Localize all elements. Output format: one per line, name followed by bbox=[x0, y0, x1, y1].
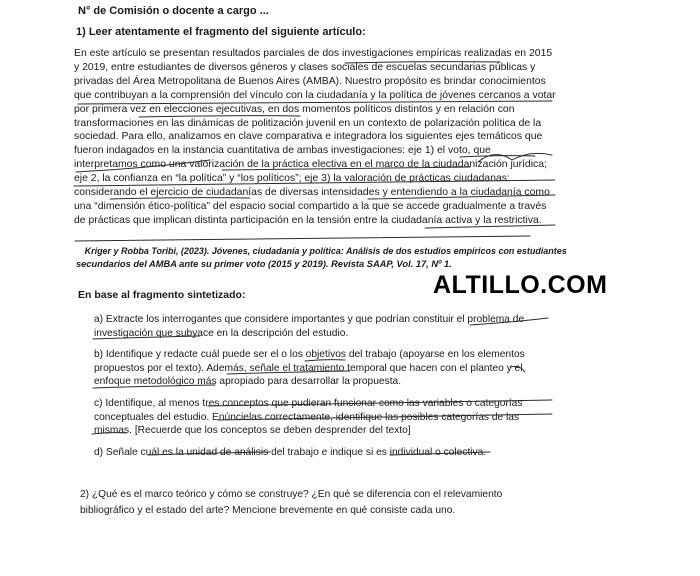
altillo-watermark: ALTILLO.COM bbox=[433, 271, 608, 299]
fragment-line: sociedad. Para ello, analizamos en clave comparativa e integradora los siguientes ejes temáticos que bbox=[74, 130, 543, 143]
citation-line: Kriger y Robba Toribi, (2023). Jóvenes, ciudadanía y política: Análisis de dos estudios empíricos con estudiantes bbox=[84, 245, 567, 256]
fragment-line: En este artículo se presentan resultados parciales de dos investigaciones empíricas realizadas en 2015 bbox=[74, 47, 553, 59]
fragment-line: por primera vez en elecciones ejecutivas, en dos momentos políticos distintos y en relación con bbox=[74, 102, 515, 115]
question-2-line: bibliográfico y el estado del arte? Mencione brevemente en qué consiste cada uno. bbox=[79, 504, 456, 516]
fragment-line: fueron indagados en la instancia cuantitativa de ambas investigaciones: eje 1) el voto, que bbox=[74, 144, 491, 157]
fragment-line: privadas del Área Metropolitana de Buenos Aires (AMBA). Nuestro propósito es brindar conocimientos bbox=[74, 74, 546, 87]
fragment-line: una “dimensión ético-política” del espacio social compartido a la que se accede gradualmente a través bbox=[74, 199, 547, 212]
item-line: propuestos por el texto). Además, señale el tratamiento temporal que hacen con el planteo y el bbox=[93, 362, 523, 374]
item-b bbox=[92, 348, 562, 389]
item-a bbox=[92, 313, 562, 340]
fragment-line: interpretamos como una valorización de la práctica electiva en el marco de la ciudadanización jurídica; bbox=[74, 158, 547, 171]
commission-header: N° de Comisión o docente a cargo ... bbox=[78, 5, 269, 17]
question-1-title: 1) Leer atentamente el fragmento del siguiente artículo: bbox=[76, 26, 366, 38]
base-section-title: En base al fragmento sintetizado: bbox=[78, 289, 246, 301]
item-line: conceptuales del estudio. Enúncielas correctamente, identifique las posibles categorías de las bbox=[93, 411, 520, 423]
item-line: enfoque metodológico más apropiado para desarrollar la propuesta. bbox=[93, 376, 402, 388]
question-items bbox=[92, 313, 562, 459]
item-line: investigación que subyace en la descripción del estudio. bbox=[93, 327, 349, 339]
citation bbox=[74, 245, 567, 270]
item-line: b) Identifique y redacte cuál puede ser el o los objetivos del trabajo (apoyarse en los elementos bbox=[93, 349, 525, 361]
item-line: mismas. [Recuerde que los conceptos se deben desprender del texto] bbox=[93, 425, 411, 437]
item-d bbox=[92, 446, 562, 460]
citation-line: secundarios del AMBA ante su primer voto (2015 y 2019). Revista SAAP, Vol. 17, Nº 1. bbox=[75, 257, 452, 269]
fragment-line: y 2019, entre estudiantes de diversos géneros y clases sociales de escuelas secundarias públicas y bbox=[74, 60, 536, 73]
question-2 bbox=[78, 487, 558, 518]
article-fragment bbox=[74, 47, 560, 228]
fragment-line: de prácticas que implican distinta participación en la tensión entre la ciudadanía activa y la restrictiva. bbox=[74, 213, 542, 226]
fragment-line: transformaciones en las dinámicas de politización juvenil en un contexto de polarización política de la bbox=[74, 116, 542, 129]
item-line: a) Extracte los interrogantes que considere importantes y que podrían constituir el problema de bbox=[93, 314, 525, 325]
item-line: c) Identifique, al menos tres conceptos que pudieran funcionar como las variables o categorías bbox=[93, 397, 523, 409]
fragment-line: eje 2, la confianza en “la política” y “los políticos”; eje 3) la valoración de prácticas ciudadanas: bbox=[74, 172, 510, 185]
item-c bbox=[92, 397, 562, 438]
question-2-line: 2) ¿Qué es el marco teórico y cómo se construye? ¿En qué se diferencia con el relevamiento bbox=[79, 489, 503, 500]
fragment-line: considerando el ejercicio de ciudadanías de diversas intensidades y entendiendo a la ciudadanía como bbox=[74, 186, 550, 199]
fragment-line: que contribuyan a la comprensión del vínculo con la ciudadanía y la política de jóvenes cercanos a votar bbox=[74, 88, 556, 101]
item-line: d) Señale cuál es la unidad de análisis del trabajo e indique si es individual o colectiva. bbox=[93, 446, 487, 458]
